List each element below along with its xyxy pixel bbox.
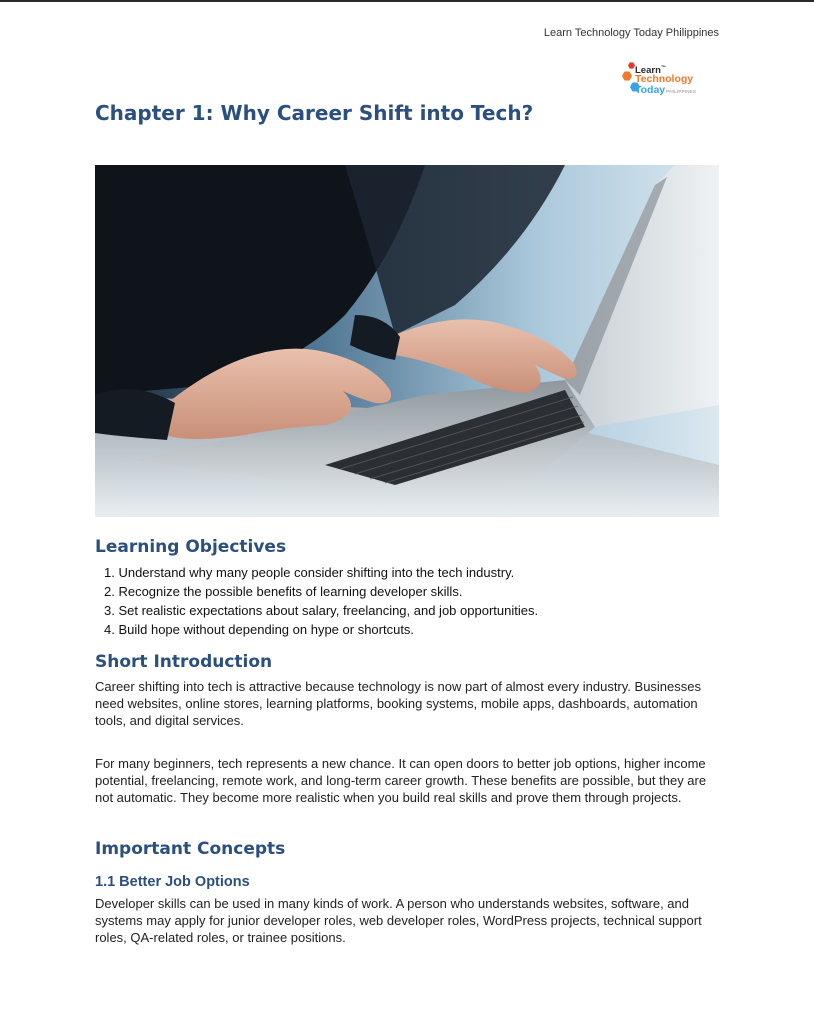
list-item: 3. Set realistic expectations about salary, freelancing, and job opportunities. — [104, 603, 539, 618]
running-header: Learn Technology Today Philippines — [543, 27, 719, 39]
logo-line3: TodayPHILIPPINES — [635, 84, 697, 96]
logo-line2: Technology — [635, 73, 694, 85]
learning-objectives-list — [95, 563, 538, 639]
hero-photo-laptop-typing — [95, 165, 719, 517]
important-concepts-heading: Important Concepts — [95, 839, 286, 859]
short-introduction-heading: Short Introduction — [95, 652, 273, 672]
list-item: 4. Build hope without depending on hype or shortcuts. — [104, 622, 415, 637]
learning-objectives-heading: Learning Objectives — [95, 537, 287, 557]
subsection-title: 1.1 Better Job Options — [95, 874, 250, 890]
list-item: 1. Understand why many people consider shifting into the tech industry. — [104, 565, 515, 580]
list-item: 2. Recognize the possible benefits of learning developer skills. — [104, 584, 463, 599]
chapter-title: Chapter 1: Why Career Shift into Tech? — [95, 101, 534, 125]
logo-hex-red — [628, 62, 635, 69]
logo-hex-orange — [622, 71, 632, 81]
intro-paragraph-1: Career shifting into tech is attractive because technology is now part of almost every industry. Businesses need websites, online stores, learning platforms, booking systems, mobile apps, dashboards, automation tools, and digital services. — [95, 679, 701, 728]
subsection-paragraph: Developer skills can be used in many kinds of work. A person who understands websites, software, and systems may apply for junior developer roles, web developer roles, WordPress projects, technical support roles, QA-related roles, or trainee positions. — [95, 896, 702, 945]
logo — [622, 62, 722, 98]
intro-paragraph-2: For many beginners, tech represents a new chance. It can open doors to better job options, higher income potential, freelancing, remote work, and long-term career growth. These benefits are possible, but they are not automatic. They become more realistic when you build real skills and prove them through projects. — [95, 756, 707, 805]
logo-line1: Learn™ — [635, 65, 666, 77]
